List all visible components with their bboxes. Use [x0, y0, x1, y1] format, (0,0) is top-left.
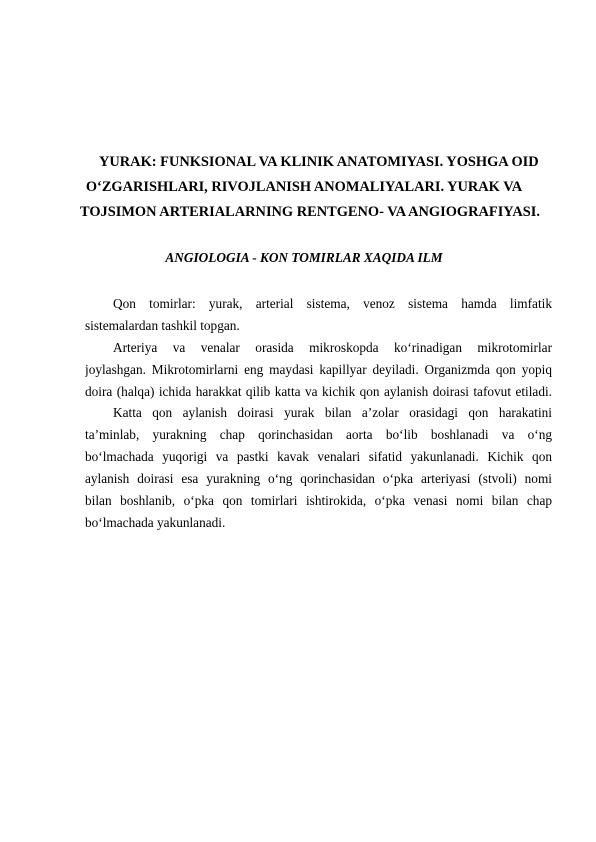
title-line-2: O‘ZGARISHLARI, RIVOJLANISH ANOMALIYALARI. YURAK VA: [85, 179, 523, 195]
title-line-1: YURAK: FUNKSIONAL VA KLINIK ANATOMIYASI. YOSHGA OID: [99, 154, 539, 170]
paragraph-line: bilan boshlanib, o‘pka qon tomirlari ishtirokida, o‘pka venasi nomi bilan chap: [85, 493, 552, 509]
paragraph-line: ta’minlab, yurakning chap qorinchasidan aorta bo‘lib boshlanadi va o‘ng: [85, 427, 552, 443]
paragraph-line: Arteriya va venalar orasida mikroskopda ko‘rinadigan mikrotomirlar: [113, 339, 552, 355]
paragraph-1: [85, 293, 552, 337]
paragraph-2: [85, 337, 552, 403]
paragraph-line: Qon tomirlar: yurak, arterial sistema, venoz sistema hamda limfatik: [113, 296, 552, 311]
body-text: [85, 293, 552, 534]
paragraph-3: [85, 402, 552, 533]
paragraph-line: aylanish doirasi esa yurakning o‘ng qorinchasidan o‘pka arteriyasi (stvoli) nomi: [85, 471, 552, 487]
paragraph-line: doira (halqa) ichida harakkat qilib katta va kichik qon aylanish doirasi tafovut etiladi.: [85, 383, 552, 399]
paragraph-line: bo‘lmachada yuqorigi va pastki kavak venalari sifatid yakunlanadi. Kichik qon: [85, 449, 552, 465]
paragraph-line: Katta qon aylanish doirasi yurak bilan a’zolar orasidagi qon harakatini: [113, 405, 552, 421]
paragraph-line: joylashgan. Mikrotomirlarni eng maydasi kapillyar deyiladi. Organizmda qon yopiq: [85, 361, 552, 377]
document-title: [80, 150, 540, 225]
paragraph-line: sistemalardan tashkil topgan.: [85, 317, 240, 333]
title-line-3: TOJSIMON ARTERIALARNING RENTGENO- VA ANGIOGRAFIYASI.: [80, 204, 540, 220]
section-subtitle: ANGIOLOGIA - KON TOMIRLAR XAQIDA ILM: [165, 250, 443, 265]
paragraph-line: bo‘lmachada yakunlanadi.: [85, 514, 226, 530]
